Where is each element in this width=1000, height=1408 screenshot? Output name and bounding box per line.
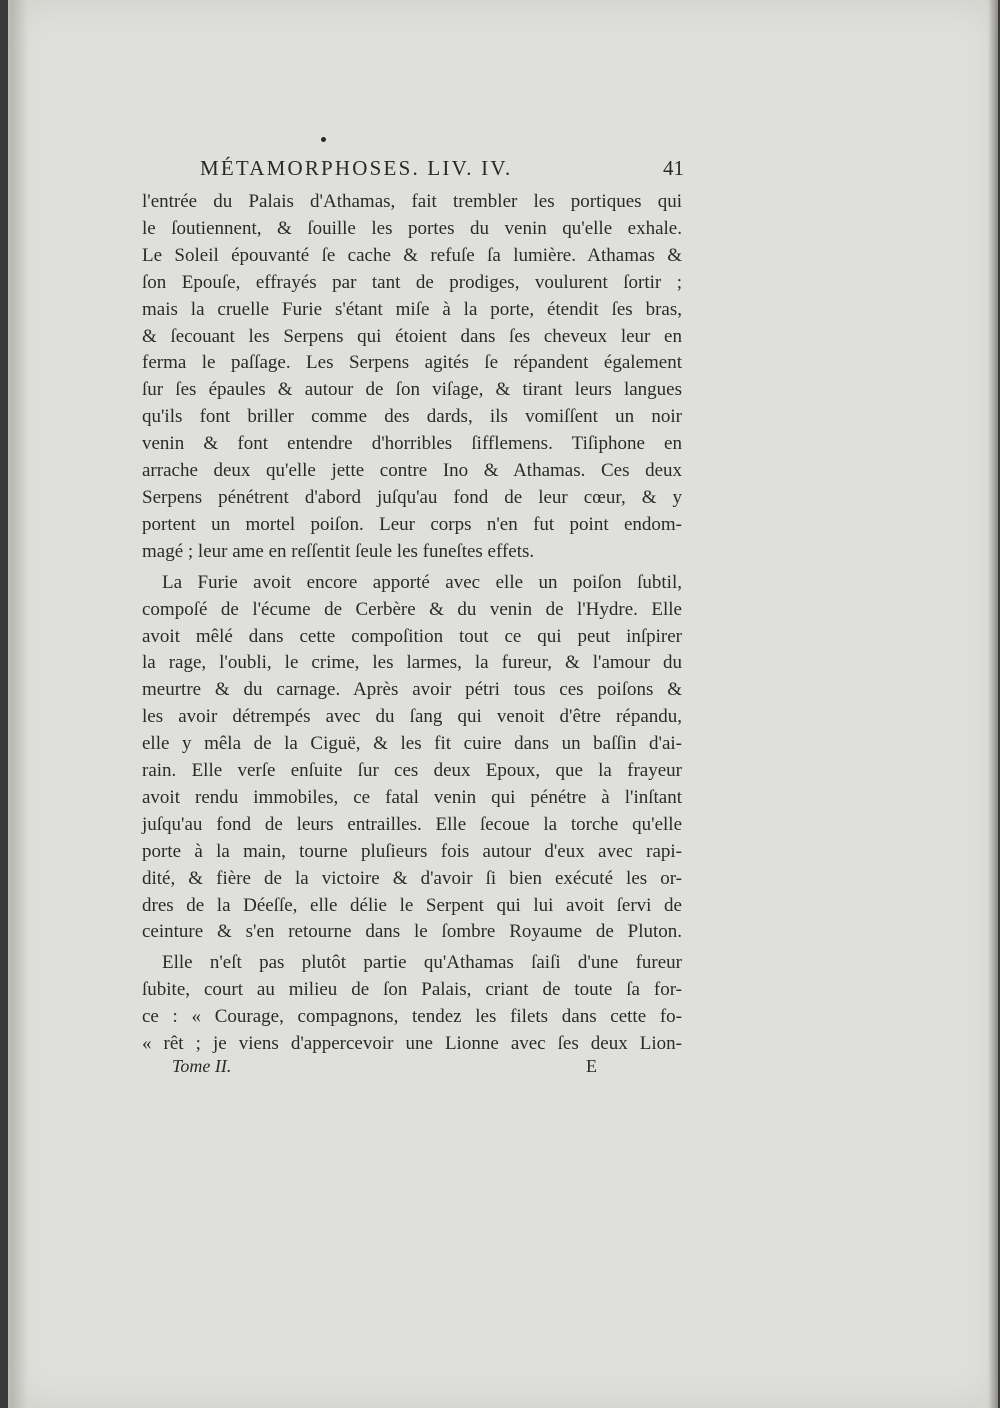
text-line: ferma le paſſage. Les Serpens agités ſe répandent également: [142, 352, 682, 374]
signature-mark: E: [586, 1056, 597, 1076]
running-header: [200, 152, 690, 186]
text-line: magé ; leur ame en reſſentit ſeule les funeſtes effets.: [142, 540, 535, 562]
text-line: Serpens pénétrent d'abord juſqu'au fond de leur cœur, & y: [142, 486, 682, 508]
text-line: dité, & fière de la victoire & d'avoir ſi bien exécuté les or-: [142, 867, 682, 889]
text-line: elle y mêla de la Ciguë, & les fit cuire dans un baſſin d'ai-: [142, 733, 682, 755]
text-line: portent un mortel poiſon. Leur corps n'en fut point endom-: [142, 513, 682, 535]
text-line: mais la cruelle Furie s'étant miſe à la porte, étendit ſes bras,: [142, 298, 682, 320]
text-line: avoit mêlé dans cette compoſition tout ce qui peut inſpirer: [142, 625, 682, 647]
text-line: rain. Elle verſe enſuite ſur ces deux Epoux, que la frayeur: [142, 760, 682, 782]
text-line: ſur ſes épaules & autour de ſon viſage, & tirant leurs langues: [142, 379, 682, 401]
text-line: les avoir détrempés avec du ſang qui venoit d'être répandu,: [142, 706, 682, 728]
body-text: [142, 189, 682, 1058]
text-line: porte à la main, tourne pluſieurs fois autour d'eux avec rapi-: [142, 840, 682, 862]
text-line: meurtre & du carnage. Après avoir pétri tous ces poiſons &: [142, 679, 682, 701]
text-line: Le Soleil épouvanté ſe cache & refuſe ſa lumière. Athamas &: [142, 244, 682, 266]
page-footer: [172, 1056, 612, 1084]
text-line: dres de la Déeſſe, elle délie le Serpent qui lui avoit ſervi de: [142, 894, 682, 916]
ink-mark: [321, 137, 326, 142]
text-line: & ſecouant les Serpens qui étoient dans ſes cheveux leur en: [142, 325, 682, 347]
text-line: le ſoutiennent, & ſouille les portes du venin qu'elle exhale.: [142, 217, 682, 239]
text-line: ſon Epouſe, effrayés par tant de prodiges, voulurent ſortir ;: [142, 271, 682, 293]
text-line: compoſé de l'écume de Cerbère & du venin de l'Hydre. Elle: [142, 598, 682, 620]
page-number: 41: [663, 156, 684, 180]
text-line: la rage, l'oubli, le crime, les larmes, la fureur, & l'amour du: [142, 652, 682, 674]
text-line: ceinture & s'en retourne dans le ſombre Royaume de Pluton.: [142, 921, 682, 943]
text-line: « rêt ; je viens d'appercevoir une Lionne avec ſes deux Lion-: [142, 1033, 682, 1055]
running-title: MÉTAMORPHOSES. LIV. IV.: [200, 156, 513, 180]
text-line: ce : « Courage, compagnons, tendez les filets dans cette fo-: [142, 1006, 682, 1028]
text-line: juſqu'au fond de leurs entrailles. Elle ſecoue la torche qu'elle: [142, 813, 682, 835]
text-line: qu'ils font briller comme des dards, ils vomiſſent un noir: [142, 406, 682, 428]
text-line: venin & font entendre d'horribles ſifflemens. Tiſiphone en: [142, 433, 682, 455]
text-line: l'entrée du Palais d'Athamas, fait trembler les portiques qui: [142, 191, 682, 212]
text-line: Elle n'eſt pas plutôt partie qu'Athamas ſaiſi d'une fureur: [162, 952, 682, 974]
text-line: arrache deux qu'elle jette contre Ino & Athamas. Ces deux: [142, 460, 682, 482]
volume-label: Tome II.: [172, 1056, 232, 1076]
text-line: avoit rendu immobiles, ce fatal venin qui pénétre à l'inſtant: [142, 786, 682, 808]
page-edge-shadow: [988, 0, 998, 1408]
text-line: ſubite, court au milieu de ſon Palais, criant de toute ſa for-: [142, 979, 682, 1001]
text-line: La Furie avoit encore apporté avec elle un poiſon ſubtil,: [162, 571, 682, 593]
